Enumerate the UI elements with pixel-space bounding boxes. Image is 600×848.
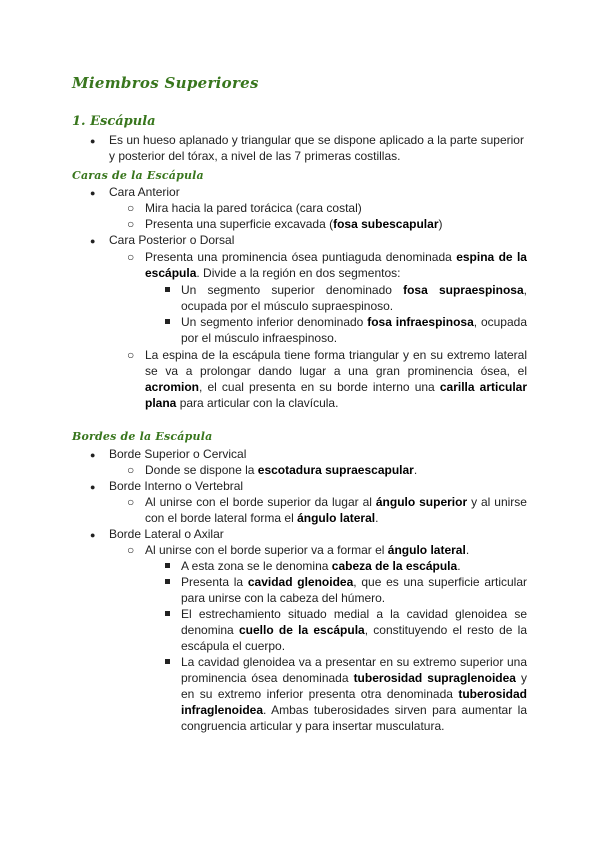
borde-interno-label: Borde Interno o Vertebral	[109, 479, 244, 493]
bullet-circle: ○	[127, 463, 135, 477]
intro-line-1: Es un hueso aplanado y triangular que se dispone aplicado a la parte superior	[109, 133, 524, 147]
bullet-square	[165, 563, 170, 568]
bullet-square	[165, 319, 170, 324]
espina-line-1: La espina de la escápula tiene forma triangular y en su extremo lateral	[145, 348, 527, 362]
bullet-circle: ○	[127, 495, 135, 509]
cavidad-glenoidea-line-2: para unirse con la cabeza del húmero.	[181, 591, 386, 605]
bullet-circle: ○	[127, 201, 135, 215]
section-heading-bordes: Bordes de la Escápula	[72, 430, 213, 443]
segmento-superior-line-1: Un segmento superior denominado fosa supraespinosa,	[181, 283, 527, 297]
section-heading-escapula: 1. Escápula	[72, 114, 156, 129]
intro-line-2: y posterior del tórax, a nivel de las 7 primeras costillas.	[109, 149, 401, 163]
bullet-square	[165, 579, 170, 584]
bullet-circle: ○	[127, 250, 135, 264]
bullet-square	[165, 287, 170, 292]
cuello-escapula-line-2: denomina cuello de la escápula, constituyendo el resto de la	[181, 623, 527, 637]
cara-posterior-label: Cara Posterior o Dorsal	[109, 233, 235, 247]
section-heading-caras: Caras de la Escápula	[72, 169, 204, 182]
bullet-disc: ●	[90, 450, 96, 460]
tuberosidades-line-1: La cavidad glenoidea va a presentar en su extremo superior una	[181, 655, 527, 669]
borde-lateral-item-1: Al unirse con el borde superior va a formar el ángulo lateral.	[145, 543, 470, 557]
borde-superior-item-1: Donde se dispone la escotadura supraescapular.	[145, 463, 418, 477]
segmento-inferior-line-1: Un segmento inferior denominado fosa infraespinosa, ocupada	[181, 315, 527, 329]
tuberosidades-line-4: infraglenoidea. Ambas tuberosidades sirven para aumentar la	[181, 703, 527, 717]
bullet-disc: ●	[90, 136, 96, 146]
tuberosidades-line-5: congruencia articular y para insertar musculatura.	[181, 719, 445, 733]
cuello-escapula-line-3: escápula el cuerpo.	[181, 639, 286, 653]
cara-posterior-item-1-line-1: Presenta una prominencia ósea puntiaguda denominada espina de la	[145, 250, 527, 264]
espina-line-3: acromion, el cual presenta en su borde interno una carilla articular	[145, 380, 528, 394]
segmento-superior-line-2: ocupada por el músculo supraespinoso.	[181, 299, 394, 313]
bullet-disc: ●	[90, 530, 96, 540]
bullet-disc: ●	[90, 236, 96, 246]
page-title: Miembros Superiores	[72, 74, 259, 92]
segmento-inferior-line-2: por el músculo infraespinoso.	[181, 331, 338, 345]
borde-superior-label: Borde Superior o Cervical	[109, 447, 247, 461]
borde-lateral-label: Borde Lateral o Axilar	[109, 527, 224, 541]
bullet-square	[165, 611, 170, 616]
cavidad-glenoidea-line-1: Presenta la cavidad glenoidea, que es una superficie articular	[181, 575, 528, 589]
borde-interno-item-1-line-2: con el borde lateral forma el ángulo lateral.	[145, 511, 379, 525]
bullet-disc: ●	[90, 188, 96, 198]
espina-line-2: se va a prolongar dando lugar a una gran prominencia ósea, el	[145, 364, 527, 378]
bullet-square	[165, 659, 170, 664]
bullet-disc: ●	[90, 482, 96, 492]
espina-line-4: plana para articular con la clavícula.	[145, 396, 339, 410]
cuello-escapula-line-1: El estrechamiento situado medial a la cavidad glenoidea se	[181, 607, 527, 621]
cara-anterior-item-2: Presenta una superficie excavada (fosa subescapular)	[145, 217, 443, 231]
cara-anterior-label: Cara Anterior	[109, 185, 180, 199]
bullet-circle: ○	[127, 543, 135, 557]
cabeza-escapula-line: A esta zona se le denomina cabeza de la escápula.	[181, 559, 461, 573]
tuberosidades-line-2: prominencia ósea denominada tuberosidad supraglenoidea y	[181, 671, 528, 685]
cara-posterior-item-1-line-2: escápula. Divide a la región en dos segmentos:	[145, 266, 401, 280]
bullet-circle: ○	[127, 348, 135, 362]
cara-anterior-item-1: Mira hacia la pared torácica (cara costal)	[145, 201, 362, 215]
bullet-circle: ○	[127, 217, 135, 231]
tuberosidades-line-3: en su extremo inferior presenta otra denominada tuberosidad	[181, 687, 527, 701]
borde-interno-item-1-line-1: Al unirse con el borde superior da lugar al ángulo superior y al unirse	[145, 495, 527, 509]
